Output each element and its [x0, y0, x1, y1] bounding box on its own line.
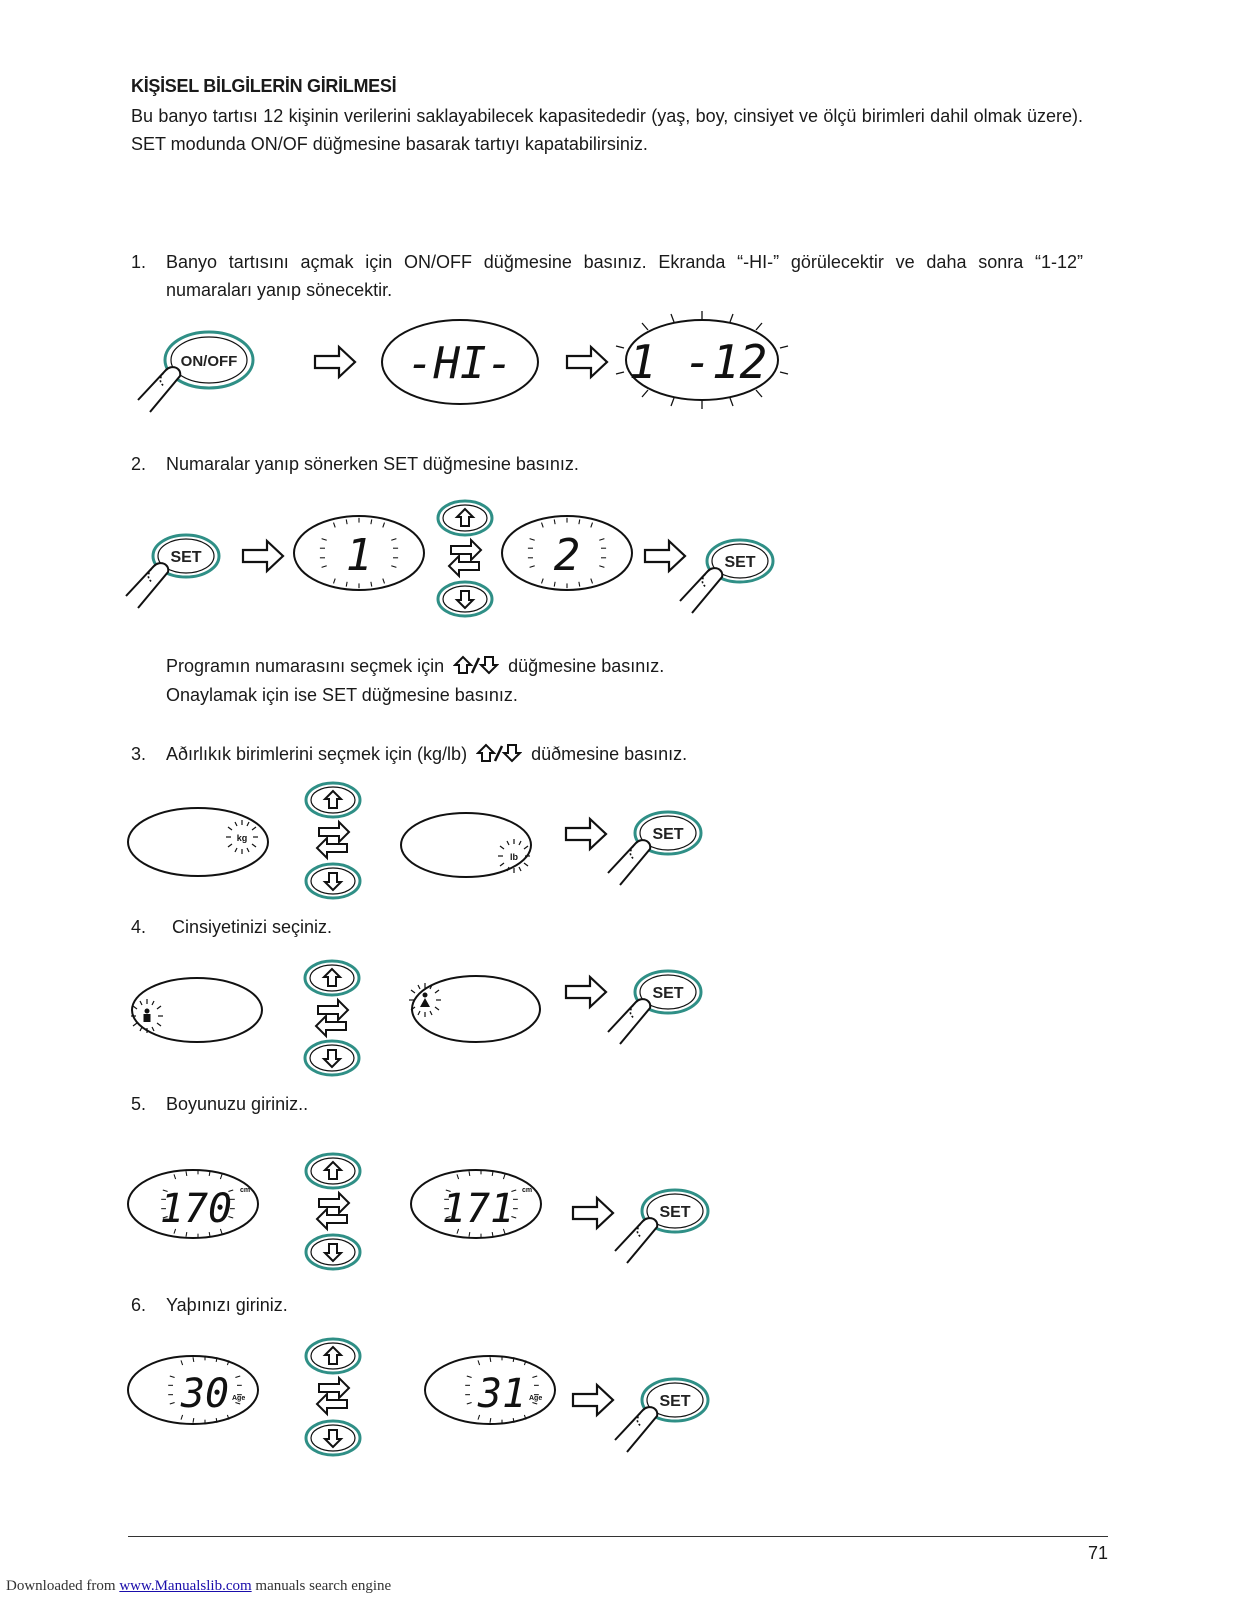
swap-arrows-icon: [449, 540, 481, 576]
step-1-text: Banyo tartısını açmak için ON/OFF düğmesine basınız. Ekranda “-HI-” görülecektir ve daha sonra “1-12” numaraları yanıp sönecektir.: [166, 252, 1083, 300]
down-button[interactable]: [306, 1421, 360, 1455]
swap-arrows-icon: [317, 1378, 349, 1414]
up-button[interactable]: [306, 1339, 360, 1373]
set-label: SET: [652, 826, 684, 843]
step-6-text: Yaþınızı giriniz.: [166, 1295, 288, 1315]
swap-arrows-icon: [316, 1000, 348, 1036]
age-unit-label: Age: [232, 1395, 246, 1402]
height-unit-label: cm: [522, 1187, 533, 1194]
display-kg-text: kg: [236, 833, 248, 843]
intro-paragraph: Bu banyo tartısı 12 kişinin verilerini saklayabilecek kapasitededir (yaş, boy, cinsiyet ve ölçü birimleri dahil olmak üzere). SET modunda ON/OF düğmesine basarak tartıyı kapatabilirsiniz.: [131, 106, 1083, 154]
finger-pointer-icon: [615, 1407, 657, 1452]
right-arrow-icon: [315, 347, 355, 377]
set-label: SET: [724, 554, 756, 571]
step-4-text: Cinsiyetinizi seçiniz.: [172, 917, 333, 937]
step-3-number: 3.: [131, 744, 147, 764]
set-label: SET: [170, 549, 202, 566]
display-range-text: 1 -12: [628, 335, 768, 389]
display-age-1-text: 30: [180, 1371, 230, 1417]
age-unit-label: Age: [529, 1395, 543, 1402]
finger-pointer-icon: [126, 563, 168, 608]
on-off-label: ON/OFF: [180, 353, 238, 370]
swap-arrows-icon: [317, 822, 349, 858]
display-age-2: [425, 1356, 555, 1425]
step-4-number: 4.: [131, 917, 147, 937]
display-age-1: [128, 1356, 258, 1425]
down-button[interactable]: [306, 864, 360, 898]
display-height-2: [411, 1170, 541, 1239]
up-button[interactable]: [305, 961, 359, 995]
finger-pointer-icon: [615, 1218, 657, 1263]
down-button[interactable]: [438, 582, 492, 616]
swap-arrows-icon: [317, 1193, 349, 1229]
display-female: [409, 976, 540, 1042]
height-unit-label: cm: [240, 1187, 251, 1194]
step-3-text-after: düðmesine basınız.: [531, 744, 688, 764]
right-arrow-icon: [566, 819, 606, 849]
footer-suffix: manuals search engine: [251, 1578, 392, 1594]
set-label: SET: [659, 1393, 691, 1410]
display-user-2: [502, 516, 632, 590]
set-label: SET: [659, 1204, 691, 1221]
footer-divider: [128, 1536, 1108, 1537]
finger-pointer-icon: [680, 568, 722, 613]
display-hi: [382, 320, 538, 404]
display-user-1: [294, 516, 424, 590]
male-icon: [144, 1009, 151, 1023]
page-number: 71: [1087, 1543, 1108, 1563]
footer-prefix: Downloaded from: [6, 1578, 120, 1594]
section-heading: KİŞİSEL BİLGİLERİN GİRİLMESİ: [131, 76, 397, 96]
finger-pointer-icon: [608, 840, 650, 885]
download-footer: [6, 1578, 391, 1595]
display-hi-text: -HI-: [407, 338, 513, 389]
note-line1-after: düğmesine basınız.: [508, 656, 665, 676]
display-user-1-text: 1: [345, 530, 373, 581]
step-2-text: Numaralar yanıp sönerken SET düğmesine basınız.: [166, 454, 579, 474]
finger-pointer-icon: [138, 367, 180, 412]
up-button[interactable]: [306, 1154, 360, 1188]
display-range: [616, 311, 788, 409]
display-height-1: [128, 1170, 258, 1239]
step-2-note-line2: Onaylamak için ise SET düğmesine basınız.: [166, 685, 518, 705]
right-arrow-icon: [645, 541, 685, 571]
right-arrow-icon: [567, 347, 607, 377]
note-line1-before: Programın numarasını seçmek için: [166, 656, 445, 676]
step-1-number: 1.: [131, 252, 147, 272]
finger-pointer-icon: [608, 999, 650, 1044]
right-arrow-icon: [566, 977, 606, 1007]
down-button[interactable]: [306, 1235, 360, 1269]
up-button[interactable]: [306, 783, 360, 817]
display-user-2-text: 2: [553, 530, 581, 581]
down-button[interactable]: [305, 1041, 359, 1075]
step-3-text-before: Aðırlıkık birimlerini seçmek için (kg/lb): [166, 744, 468, 764]
up-button[interactable]: [438, 501, 492, 535]
display-height-2-text: 171: [441, 1186, 515, 1232]
display-male: [131, 978, 262, 1042]
display-lb-text: lb: [510, 852, 518, 862]
display-age-2-text: 31: [477, 1371, 527, 1417]
display-kg: [128, 808, 268, 876]
step-5-number: 5.: [131, 1094, 147, 1114]
step-6-number: 6.: [131, 1295, 147, 1315]
display-height-1-text: 170: [159, 1186, 233, 1232]
step-2-number: 2.: [131, 454, 147, 474]
step-5-text: Boyunuzu giriniz..: [166, 1094, 309, 1114]
set-label: SET: [652, 985, 684, 1002]
display-lb: [401, 813, 531, 877]
right-arrow-icon: [573, 1385, 613, 1415]
right-arrow-icon: [243, 541, 283, 571]
right-arrow-icon: [573, 1198, 613, 1228]
manualslib-link[interactable]: www.Manualslib.com: [119, 1578, 252, 1594]
